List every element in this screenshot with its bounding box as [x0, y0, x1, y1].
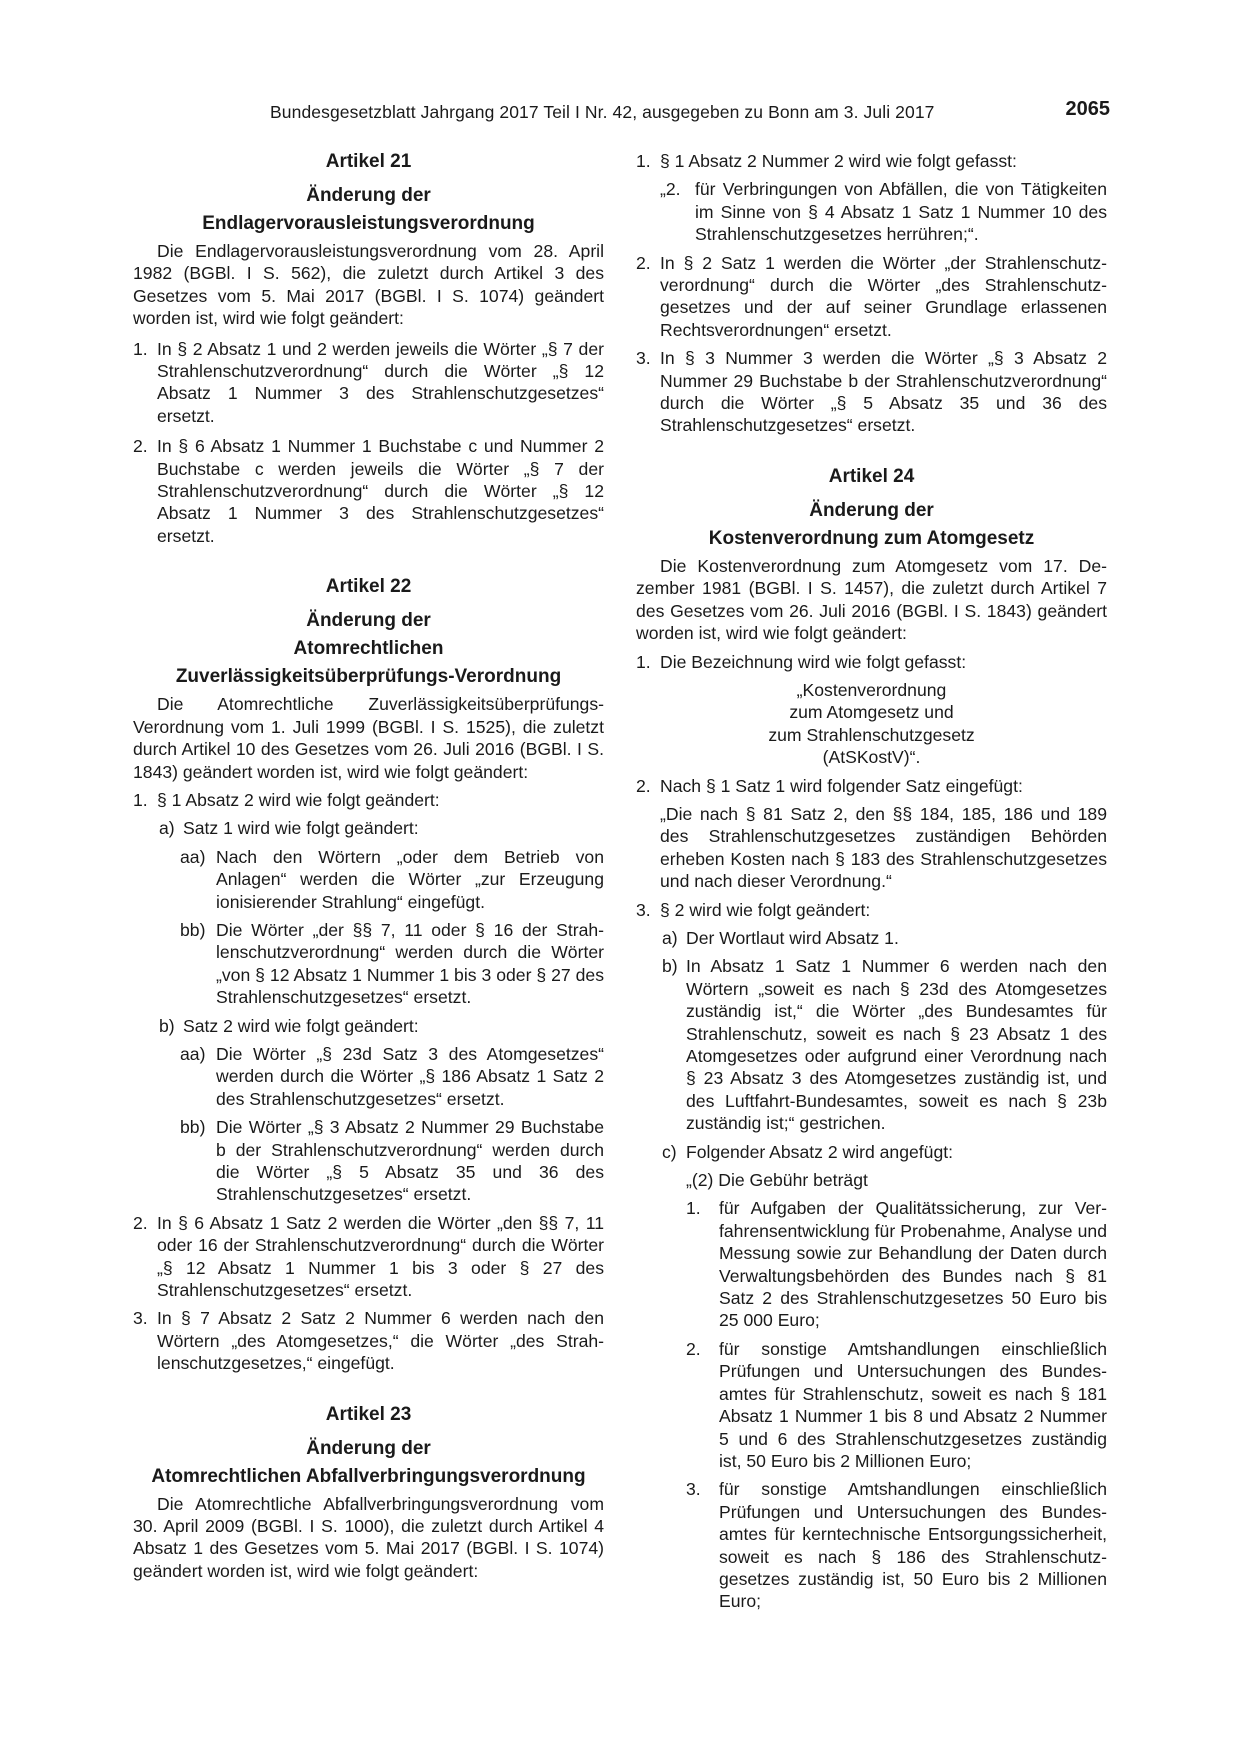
- right-column: [636, 150, 1107, 1613]
- article-22-item-1b-bb: [133, 1116, 604, 1206]
- item-number: 3.: [686, 1479, 701, 1500]
- item-text: Folgender Absatz 2 wird angefügt:: [686, 1141, 954, 1162]
- left-column: [133, 150, 604, 1582]
- article-22-intro: Die Atomrechtliche Zuverlässigkeitsüberprüfungs-Verordnung vom 1. Juli 1999 (BGBl. I S. 1525), die zuletzt durch Artikel 10 des Gesetzes vom 26. Juli 2016 (BGBl. I S. 1843) geändert worden ist, wird wie folgt geändert:: [133, 694, 604, 782]
- article-23-intro: Die Atomrechtliche Abfallverbringungsverordnung vom 30. April 2009 (BGBl. I S. 1000), die zuletzt durch Artikel 4 Absatz 1 des Gesetzes vom 5. Mai 2017 (BGBl. I S. 1074) geändert worden ist, wird wie folgt geändert:: [133, 1493, 604, 1581]
- item-text: In § 6 Absatz 1 Nummer 1 Buchstabe c und Nummer 2 Buchstabe c werden jeweils die Wörter „§ 7 der Strahlenschutzverordnung“ durch die Wörter „§ 12 Absatz 1 Nummer 3 des Strahlenschutzgesetzes“ ersetzt.: [157, 436, 604, 546]
- article-22: [133, 575, 604, 1374]
- item-letter: a): [159, 818, 175, 839]
- item-letter: b): [159, 1015, 175, 1036]
- item-text: Nach den Wörtern „oder dem Betrieb von Anlagen“ werden die Wörter „zur Erzeugung ionisierender Strahlung“ eingefügt.: [216, 846, 604, 912]
- article-21: [133, 150, 604, 547]
- article-23-heading: Artikel 23: [325, 1403, 412, 1425]
- article-23-title-line-1: Änderung der: [306, 1437, 431, 1459]
- item-text: In § 7 Absatz 2 Satz 2 Nummer 6 werden nach den Wörtern „des Atomgesetzes,“ die Wörter „des Strahlenschutzgesetzes,“ eingefügt.: [157, 1308, 604, 1374]
- article-24-item-3c-1: [636, 1197, 1107, 1331]
- page-header: [270, 98, 1110, 128]
- item-number: 3.: [133, 1308, 148, 1329]
- item-number: 2.: [686, 1338, 701, 1359]
- article-24-item-3b: [636, 955, 1107, 1134]
- item-number: 1.: [636, 151, 651, 171]
- item-number: 2.: [133, 1212, 148, 1233]
- article-24-title-line-1: Änderung der: [809, 499, 934, 521]
- item-text: für Aufgaben der Qualitätssicherung, zur Verfahrensentwicklung für Probenahme, Analyse und Messung sowie zur Behandlung der Daten durch Verwaltungsbehörden des Bundes nach § 81 Satz 2 des Strahlenschutzgesetzes 50 Euro bis 25 000 Euro;: [719, 1198, 1107, 1331]
- item-text: Satz 2 wird wie folgt geändert:: [183, 1015, 419, 1036]
- item-number: „2.: [660, 179, 681, 200]
- item-text: § 2 wird wie folgt geändert:: [660, 899, 871, 920]
- article-22-item-2: [133, 1212, 604, 1302]
- item-number: 1.: [133, 338, 148, 359]
- article-21-intro: Die Endlagervorausleistungsverordnung vom 28. April 1982 (BGBl. I S. 562), die zuletzt durch Artikel 3 des Gesetzes vom 5. Mai 2017 (BGBl. I S. 1074) geändert worden ist, wird wie folgt geändert:: [133, 241, 604, 329]
- item-letter: bb): [180, 1117, 206, 1138]
- item-text: In § 6 Absatz 1 Satz 2 werden die Wörter „den §§ 7, 11 oder 16 der Strahlenschutzverordnung“ durch die Wörter „§ 12 Absatz 1 Nummer 1 bis 3 oder § 27 des Strahlenschutzgesetzes“ ersetzt.: [157, 1212, 604, 1301]
- article-24-item-3a: [636, 927, 1107, 949]
- article-24-item-1: [636, 651, 1107, 673]
- new-title-line: zum Strahlenschutzgesetz: [768, 724, 975, 745]
- item-text: Die Bezeichnung wird wie folgt gefasst:: [660, 651, 967, 672]
- page-number: 2065: [1065, 98, 1110, 120]
- item-text: § 1 Absatz 2 Nummer 2 wird wie folgt gefasst:: [660, 151, 1017, 171]
- item-number: 3.: [636, 899, 651, 920]
- item-letter: c): [662, 1141, 677, 1162]
- article-24-intro: Die Kostenverordnung zum Atomgesetz vom 17. Dezember 1981 (BGBl. I S. 1457), die zuletzt durch Artikel 7 des Gesetzes vom 26. Juli 2016 (BGBl. I S. 1843) geändert worden ist, wird wie folgt geändert:: [636, 555, 1107, 644]
- article-22-title-line-1: Änderung der: [306, 610, 431, 632]
- item-letter: aa): [180, 1043, 206, 1064]
- item-text: für sonstige Amtshandlungen einschließlich Prüfungen und Untersuchungen des Bundesamtes für Strahlenschutz, soweit es nach § 181 Absatz 1 Nummer 1 bis 8 und Absatz 2 Nummer 5 und 6 des Strahlenschutzgesetzes zuständig ist, 50 Euro bis 2 Millionen Euro;: [719, 1338, 1107, 1471]
- item-number: 2.: [636, 252, 651, 273]
- article-23-item-2: [636, 252, 1107, 342]
- article-21-item-2: [133, 435, 604, 547]
- article-24-item-3: [636, 899, 1107, 921]
- item-text: Satz 1 wird wie folgt geändert:: [183, 818, 419, 839]
- item-text: Die Wörter „§ 23d Satz 3 des Atomgesetzes“ werden durch die Wörter „§ 186 Absatz 1 Satz 2 des Strahlenschutzgesetzes“ ersetzt.: [216, 1043, 604, 1109]
- article-24-item-3c-3: [636, 1478, 1107, 1612]
- article-21-title-line-2: Endlagervorausleistungsverordnung: [202, 213, 535, 234]
- item-number: 1.: [133, 789, 148, 810]
- article-24-item-3c-heading: „(2) Die Gebühr beträgt: [686, 1170, 868, 1191]
- article-24-heading: Artikel 24: [828, 465, 915, 487]
- item-text: Nach § 1 Satz 1 wird folgender Satz eingefügt:: [660, 775, 1023, 796]
- item-text: für sonstige Amtshandlungen einschließlich Prüfungen und Untersuchungen des Bundesamtes für kerntechnische Entsorgungssicherheit, soweit es nach § 186 des Strahlenschutzgesetzes zuständig ist, 50 Euro bis 2 Millionen Euro;: [719, 1479, 1107, 1612]
- article-24-new-title: [636, 679, 1107, 769]
- new-title-line: zum Atomgesetz und: [789, 702, 954, 723]
- article-21-title-line-1: Änderung der: [306, 185, 431, 206]
- running-title: Bundesgesetzblatt Jahrgang 2017 Teil I Nr. 42, ausgegeben zu Bonn am 3. Juli 2017: [270, 102, 935, 122]
- item-letter: b): [662, 956, 678, 977]
- article-24-item-3c-2: [636, 1338, 1107, 1472]
- article-22-item-1b-aa: [133, 1043, 604, 1110]
- article-23-item-1-quote: [636, 178, 1107, 245]
- item-text: Der Wortlaut wird Absatz 1.: [686, 927, 899, 948]
- new-title-line: (AtSKostV)“.: [822, 747, 921, 768]
- article-24: [636, 465, 1107, 1613]
- item-number: 1.: [686, 1198, 701, 1219]
- item-text: In § 2 Satz 1 werden die Wörter „der Strahlenschutzverordnung“ durch die Wörter „des Strahlenschutzgesetzes und der auf seiner Grundlage erlassenen Rechtsverordnungen“ ersetzt.: [660, 252, 1107, 340]
- article-22-item-1a-aa: [133, 846, 604, 913]
- article-24-title-line-2: Kostenverordnung zum Atomgesetz: [708, 527, 1035, 549]
- article-23-item-3: [636, 347, 1107, 437]
- article-22-title-line-3: Zuverlässigkeitsüberprüfungs-Verordnung: [175, 666, 562, 688]
- item-text: Die Wörter „§ 3 Absatz 2 Nummer 29 Buchstabe b der Strahlenschutzverordnung“ werden durch die Wörter „§ 5 Absatz 35 und 36 des Strahlenschutzgesetzes“ ersetzt.: [216, 1117, 604, 1205]
- item-number: 2.: [133, 436, 148, 457]
- item-text: Die Wörter „der §§ 7, 11 oder § 16 der Strahlenschutzverordnung“ werden durch die Wörter „von § 12 Absatz 1 Nummer 1 bis 3 oder § 27 des Strahlenschutzgesetzes“ ersetzt.: [216, 919, 604, 1008]
- item-text: In Absatz 1 Satz 1 Nummer 6 werden nach den Wörtern „soweit es nach § 23d des Atomgesetzes zuständig ist,“ die Wörter „des Bundesamtes für Strahlenschutz, soweit es nach § 23 Absatz 1 des Atomgesetzes oder aufgrund einer Verordnung nach § 23 Absatz 3 des Atomgesetzes zuständig ist, und des Luftfahrt-Bundesamtes, soweit es nach § 23b zuständig ist;“ gestrichen.: [686, 956, 1107, 1134]
- article-21-heading: Artikel 21: [325, 151, 412, 172]
- item-text: In § 2 Absatz 1 und 2 werden jeweils die Wörter „§ 7 der Strahlenschutzverordnung“ durch die Wörter „§ 12 Absatz 1 Nummer 3 des Strahlenschutzgesetzes“ ersetzt.: [157, 338, 604, 426]
- article-23-title-line-2: Atomrechtlichen Abfallverbringungsverordnung: [151, 1465, 586, 1487]
- article-22-item-1: [133, 789, 604, 811]
- item-text: In § 3 Nummer 3 werden die Wörter „§ 3 Absatz 2 Nummer 29 Buchstabe b der Strahlenschutzverordnung“ durch die Wörter „§ 5 Absatz 35 und 36 des Strahlenschutzgesetzes“ ersetzt.: [660, 348, 1107, 436]
- item-letter: a): [662, 927, 678, 948]
- article-24-item-2: [636, 775, 1107, 797]
- article-24-item-2-quote: „Die nach § 81 Satz 2, den §§ 184, 185, 186 und 189 des Strahlenschutzgesetzes zuständigen Behörden erheben Kosten nach § 183 des Strahlenschutzgesetzes und nach dieser Verordnung.“: [660, 803, 1107, 892]
- item-text: für Verbringungen von Abfällen, die von Tätigkeiten im Sinne von § 4 Absatz 1 Satz 1 Nummer 10 des Strahlenschutzgesetzes herrühren;“.: [695, 179, 1107, 245]
- item-text: § 1 Absatz 2 wird wie folgt geändert:: [157, 789, 440, 810]
- article-22-title-line-2: Atomrechtlichen: [293, 638, 444, 660]
- article-23-item-1: [636, 150, 1107, 172]
- item-letter: bb): [180, 919, 206, 940]
- item-letter: aa): [180, 846, 206, 867]
- article-23-continued: [636, 150, 1107, 437]
- article-22-heading: Artikel 22: [325, 576, 412, 598]
- article-21-item-1: [133, 338, 604, 428]
- article-24-item-3c: [636, 1141, 1107, 1163]
- article-22-item-1a-bb: [133, 919, 604, 1009]
- new-title-line: „Kostenverordnung: [796, 679, 947, 700]
- article-22-item-1b: [133, 1015, 604, 1037]
- item-number: 3.: [636, 348, 651, 369]
- item-number: 2.: [636, 775, 651, 796]
- article-22-item-3: [133, 1307, 604, 1374]
- item-number: 1.: [636, 651, 651, 672]
- article-22-item-1a: [133, 817, 604, 839]
- article-23: [133, 1403, 604, 1583]
